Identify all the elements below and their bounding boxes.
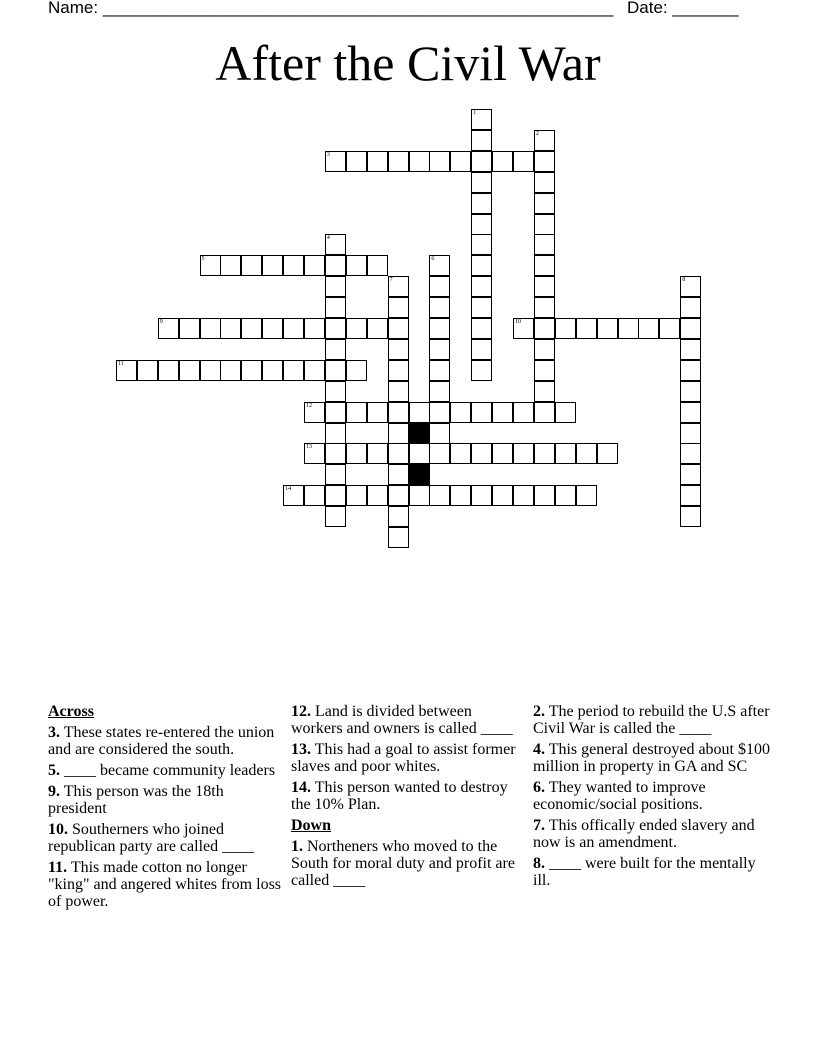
grid-cell[interactable]	[367, 318, 388, 339]
grid-cell[interactable]	[325, 402, 346, 423]
grid-cell[interactable]	[388, 423, 409, 444]
grid-cell[interactable]	[680, 443, 701, 464]
clue-across-3: 3. These states re-entered the union and are considered the south.	[48, 724, 275, 758]
grid-cell[interactable]	[680, 360, 701, 381]
grid-cell[interactable]	[471, 360, 492, 381]
clue-number: 13	[306, 444, 312, 451]
grid-cell[interactable]	[388, 485, 409, 506]
date-label: Date:	[627, 0, 668, 17]
grid-cell[interactable]	[534, 214, 555, 235]
grid-cell[interactable]	[367, 485, 388, 506]
clues-column-1	[48, 703, 284, 914]
grid-cell[interactable]	[429, 381, 450, 402]
grid-cell[interactable]	[597, 443, 618, 464]
grid-cell[interactable]	[492, 151, 513, 172]
grid-cell[interactable]	[325, 464, 346, 485]
grid-cell[interactable]	[262, 360, 283, 381]
grid-cell[interactable]	[555, 402, 576, 423]
across-heading: Across	[48, 703, 94, 720]
grid-cell[interactable]	[471, 318, 492, 339]
grid-cell[interactable]	[513, 151, 534, 172]
grid-cell[interactable]	[492, 402, 513, 423]
grid-cell[interactable]	[158, 360, 179, 381]
grid-cell[interactable]	[388, 443, 409, 464]
grid-cell[interactable]	[534, 297, 555, 318]
grid-cell[interactable]	[471, 402, 492, 423]
grid-cell[interactable]	[325, 381, 346, 402]
grid-cell[interactable]	[200, 360, 221, 381]
grid-cell[interactable]	[618, 318, 639, 339]
grid-cell[interactable]	[534, 381, 555, 402]
clue-number: 4	[326, 235, 330, 242]
grid-cell[interactable]	[325, 360, 346, 381]
grid-cell[interactable]	[534, 339, 555, 360]
clue-down-6: 6. They wanted to improve economic/social positions.	[533, 779, 706, 813]
grid-cell[interactable]	[513, 443, 534, 464]
clue-across-11: 11. This made cotton no longer "king" and angered whites from loss of power.	[48, 859, 282, 910]
grid-cell[interactable]	[325, 506, 346, 527]
grid-cell[interactable]	[450, 402, 471, 423]
grid-cell[interactable]	[304, 443, 325, 464]
grid-cell[interactable]	[471, 297, 492, 318]
clue-across-5: 5. ____ became community leaders	[48, 762, 276, 779]
grid-cell[interactable]	[283, 255, 304, 276]
grid-cell[interactable]	[346, 255, 367, 276]
grid-cell[interactable]	[325, 234, 346, 255]
grid-cell[interactable]	[680, 485, 701, 506]
grid-cell[interactable]	[680, 297, 701, 318]
grid-cell[interactable]	[388, 297, 409, 318]
grid-cell[interactable]	[388, 360, 409, 381]
clue-across-13: 13. This had a goal to assist former slaves and poor whites.	[291, 741, 516, 775]
grid-cell[interactable]	[429, 276, 450, 297]
clue-number: 3	[326, 151, 330, 158]
grid-cell[interactable]	[680, 506, 701, 527]
clue-number: 2	[535, 130, 539, 137]
grid-cell[interactable]	[429, 255, 450, 276]
grid-cell[interactable]	[409, 151, 430, 172]
grid-cell[interactable]	[325, 255, 346, 276]
grid-cell[interactable]	[388, 151, 409, 172]
grid-cell[interactable]	[241, 360, 262, 381]
clues-column-3	[533, 703, 771, 893]
grid-cell[interactable]	[471, 109, 492, 130]
grid-cell[interactable]	[555, 443, 576, 464]
grid-cell[interactable]	[325, 318, 346, 339]
grid-cell[interactable]	[325, 151, 346, 172]
grid-cell[interactable]	[534, 234, 555, 255]
grid-cell[interactable]	[346, 318, 367, 339]
grid-cell[interactable]	[325, 423, 346, 444]
grid-cell[interactable]	[429, 423, 450, 444]
grid-cell[interactable]	[576, 318, 597, 339]
grid-cell[interactable]	[450, 151, 471, 172]
grid-cell[interactable]	[388, 506, 409, 527]
grid-cell[interactable]	[158, 318, 179, 339]
grid-cell[interactable]	[304, 485, 325, 506]
grid-cell[interactable]	[325, 297, 346, 318]
blocked-cell	[409, 423, 430, 444]
grid-cell[interactable]	[346, 360, 367, 381]
clue-across-12: 12. Land is divided between workers and owners is called ____	[291, 703, 513, 737]
grid-cell[interactable]	[638, 318, 659, 339]
grid-cell[interactable]	[200, 318, 221, 339]
clue-down-1: 1. Northeners who moved to the South for moral duty and profit are called ____	[291, 838, 515, 889]
grid-cell[interactable]	[304, 318, 325, 339]
date-line: _______	[672, 0, 739, 17]
grid-cell[interactable]	[179, 318, 200, 339]
clue-number: 11	[117, 360, 124, 367]
grid-cell[interactable]	[555, 485, 576, 506]
grid-cell[interactable]	[304, 360, 325, 381]
grid-cell[interactable]	[179, 360, 200, 381]
grid-cell[interactable]	[471, 130, 492, 151]
grid-cell[interactable]	[659, 318, 680, 339]
grid-cell[interactable]	[367, 443, 388, 464]
grid-cell[interactable]	[325, 485, 346, 506]
clue-number: 8	[682, 277, 686, 284]
grid-cell[interactable]	[283, 360, 304, 381]
grid-cell[interactable]	[576, 443, 597, 464]
grid-cell[interactable]	[388, 402, 409, 423]
grid-cell[interactable]	[471, 276, 492, 297]
grid-cell[interactable]	[388, 527, 409, 548]
grid-cell[interactable]	[325, 443, 346, 464]
blocked-cell	[409, 464, 430, 485]
clue-down-8: 8. ____ were built for the mentally ill.	[533, 855, 756, 889]
clue-number: 5	[201, 256, 205, 263]
grid-cell[interactable]	[429, 339, 450, 360]
grid-cell[interactable]	[388, 276, 409, 297]
grid-cell[interactable]	[534, 443, 555, 464]
grid-cell[interactable]	[283, 485, 304, 506]
grid-cell[interactable]	[220, 255, 241, 276]
grid-cell[interactable]	[471, 339, 492, 360]
grid-cell[interactable]	[262, 255, 283, 276]
grid-cell[interactable]	[388, 464, 409, 485]
clue-down-2: 2. The period to rebuild the U.S after Civil War is called the ____	[533, 703, 770, 737]
grid-cell[interactable]	[534, 485, 555, 506]
grid-cell[interactable]	[367, 402, 388, 423]
grid-cell[interactable]	[492, 485, 513, 506]
grid-cell[interactable]	[325, 339, 346, 360]
grid-cell[interactable]	[555, 318, 576, 339]
grid-cell[interactable]	[513, 485, 534, 506]
grid-cell[interactable]	[262, 318, 283, 339]
grid-cell[interactable]	[513, 402, 534, 423]
grid-cell[interactable]	[346, 485, 367, 506]
grid-cell[interactable]	[388, 381, 409, 402]
grid-cell[interactable]	[492, 443, 513, 464]
clue-across-9: 9. This person was the 18th president	[48, 783, 224, 817]
grid-cell[interactable]	[409, 402, 430, 423]
grid-cell[interactable]	[534, 360, 555, 381]
clue-across-10: 10. Southerners who joined republican party are called ____	[48, 821, 255, 855]
clue-number: 14	[285, 486, 292, 493]
grid-cell[interactable]	[471, 443, 492, 464]
grid-cell[interactable]	[220, 360, 241, 381]
grid-cell[interactable]	[200, 255, 221, 276]
clue-across-14: 14. This person wanted to destroy the 10% Plan.	[291, 779, 508, 813]
clue-number: 1	[473, 110, 477, 116]
grid-cell[interactable]	[325, 276, 346, 297]
grid-cell[interactable]	[471, 193, 492, 214]
grid-cell[interactable]	[680, 381, 701, 402]
grid-cell[interactable]	[534, 276, 555, 297]
grid-cell[interactable]	[450, 443, 471, 464]
name-label: Name:	[48, 0, 99, 17]
grid-cell[interactable]	[346, 151, 367, 172]
grid-cell[interactable]	[367, 151, 388, 172]
grid-cell[interactable]	[346, 402, 367, 423]
clue-down-7: 7. This offically ended slavery and now is an amendment.	[533, 817, 755, 851]
grid-cell[interactable]	[429, 485, 450, 506]
grid-cell[interactable]	[534, 130, 555, 151]
grid-cell[interactable]	[409, 443, 430, 464]
grid-cell[interactable]	[471, 214, 492, 235]
grid-cell[interactable]	[388, 339, 409, 360]
grid-cell[interactable]	[680, 464, 701, 485]
name-line: ______________________________________________________	[102, 0, 614, 17]
clue-down-4: 4. This general destroyed about $100 million in property in GA and SC	[533, 741, 770, 775]
grid-cell[interactable]	[534, 255, 555, 276]
grid-cell[interactable]	[429, 360, 450, 381]
clue-number: 12	[306, 402, 312, 409]
grid-cell[interactable]	[513, 318, 534, 339]
grid-cell[interactable]	[450, 485, 471, 506]
clue-number: 7	[389, 277, 393, 284]
grid-cell[interactable]	[680, 423, 701, 444]
grid-cell[interactable]	[429, 297, 450, 318]
grid-cell[interactable]	[429, 151, 450, 172]
grid-cell[interactable]	[534, 172, 555, 193]
grid-cell[interactable]	[680, 402, 701, 423]
grid-cell[interactable]	[220, 318, 241, 339]
grid-cell[interactable]	[429, 318, 450, 339]
grid-cell[interactable]	[304, 255, 325, 276]
grid-cell[interactable]	[680, 318, 701, 339]
grid-cell[interactable]	[597, 318, 618, 339]
clue-number: 10	[515, 319, 521, 325]
grid-cell[interactable]	[680, 339, 701, 360]
grid-cell[interactable]	[116, 360, 137, 381]
grid-cell[interactable]	[409, 485, 430, 506]
grid-cell[interactable]	[137, 360, 158, 381]
grid-cell[interactable]	[471, 234, 492, 255]
clue-number: 6	[431, 256, 435, 263]
grid-cell[interactable]	[534, 318, 555, 339]
grid-cell[interactable]	[241, 318, 262, 339]
puzzle-title: After the Civil War	[215, 35, 601, 91]
grid-cell[interactable]	[429, 443, 450, 464]
clues-column-2	[291, 703, 523, 893]
clue-number: 9	[159, 319, 163, 325]
grid-cell[interactable]	[388, 318, 409, 339]
grid-cell[interactable]	[534, 193, 555, 214]
grid-cell[interactable]	[346, 443, 367, 464]
grid-cell[interactable]	[471, 172, 492, 193]
grid-cell[interactable]	[471, 485, 492, 506]
down-heading: Down	[291, 817, 332, 834]
grid-cell[interactable]	[241, 255, 262, 276]
grid-cell[interactable]	[283, 318, 304, 339]
grid-cell[interactable]	[680, 276, 701, 297]
grid-cell[interactable]	[576, 485, 597, 506]
grid-cell[interactable]	[367, 255, 388, 276]
grid-cell[interactable]	[534, 151, 555, 172]
grid-cell[interactable]	[471, 255, 492, 276]
grid-cell[interactable]	[304, 402, 325, 423]
grid-cell[interactable]	[429, 402, 450, 423]
grid-cell[interactable]	[471, 151, 492, 172]
grid-cell[interactable]	[534, 402, 555, 423]
